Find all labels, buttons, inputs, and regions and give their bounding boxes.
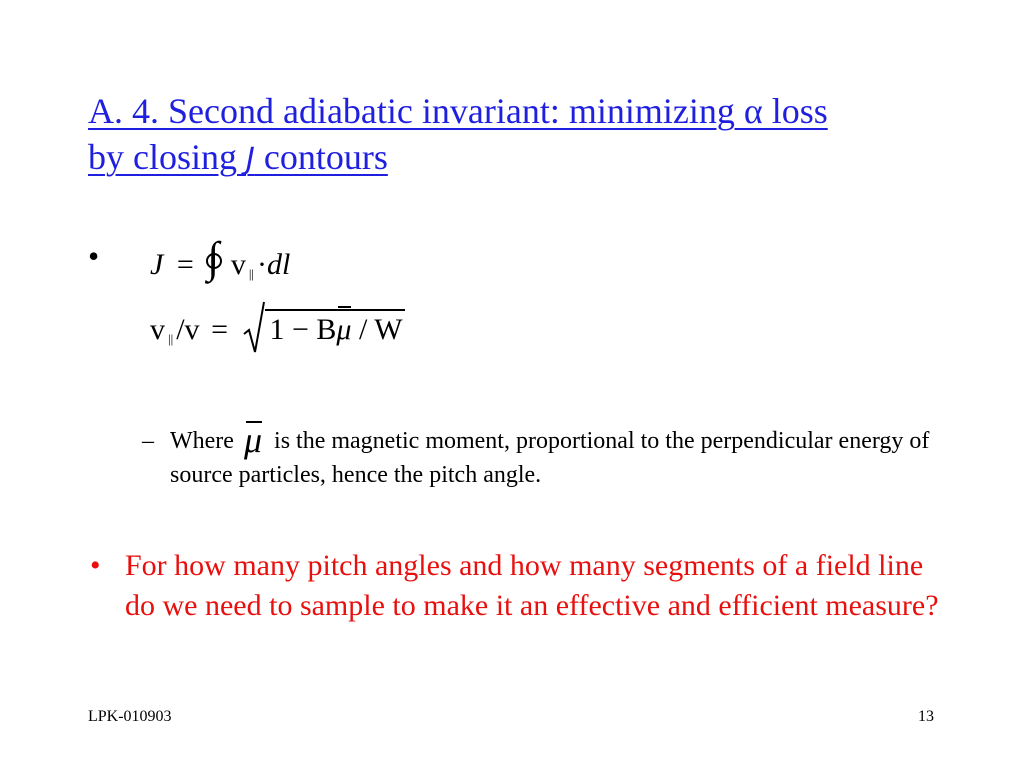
title-line-1: A. 4. Second adiabatic invariant: minimizing α loss	[88, 91, 828, 131]
sub-item-dash: –	[142, 428, 154, 454]
sub-item-text	[170, 420, 930, 492]
eq1-parallel-subscript: ||	[248, 266, 255, 281]
title-j-symbol: J	[246, 142, 255, 177]
question-bullet: •	[90, 549, 101, 582]
eq2-radicand-prefix: 1 − B	[269, 313, 337, 346]
contour-integral-icon: ∫	[207, 228, 219, 288]
eq1-equals: =	[176, 248, 194, 281]
equation-bullet: •	[88, 238, 100, 274]
eq2-ratio: /v	[176, 313, 200, 346]
radical-sign-icon	[243, 300, 265, 356]
equation-j-integral	[150, 230, 290, 290]
eq2-parallel-subscript: ||	[168, 331, 174, 346]
eq2-v: v	[150, 313, 165, 346]
title-line-2-prefix: by closing	[88, 137, 246, 177]
square-root	[243, 300, 404, 360]
sub-item-prefix: Where	[170, 428, 234, 454]
footer-label: LPK-010903	[88, 708, 172, 725]
mu-bar-symbol: μ	[243, 420, 263, 460]
page-number: 13	[918, 708, 934, 725]
eq2-radicand-suffix: / W	[358, 313, 403, 346]
eq1-lhs: J	[150, 248, 164, 281]
eq1-dl: dl	[267, 248, 291, 281]
eq1-dot: ·	[257, 248, 268, 281]
equation-pitch-ratio	[150, 300, 405, 360]
slide-title	[88, 88, 948, 183]
question-text: For how many pitch angles and how many segments of a field line do we need to sample to make it an effective and efficient measure?	[125, 549, 939, 622]
title-line-2-suffix: contours	[254, 137, 388, 177]
sub-item-description: is the magnetic moment, proportional to the perpendicular energy of source particles, hence the pitch angle.	[170, 428, 930, 488]
eq1-v: v	[230, 248, 246, 281]
eq2-equals: =	[211, 313, 228, 346]
eq2-mu-bar: μ	[336, 300, 351, 360]
